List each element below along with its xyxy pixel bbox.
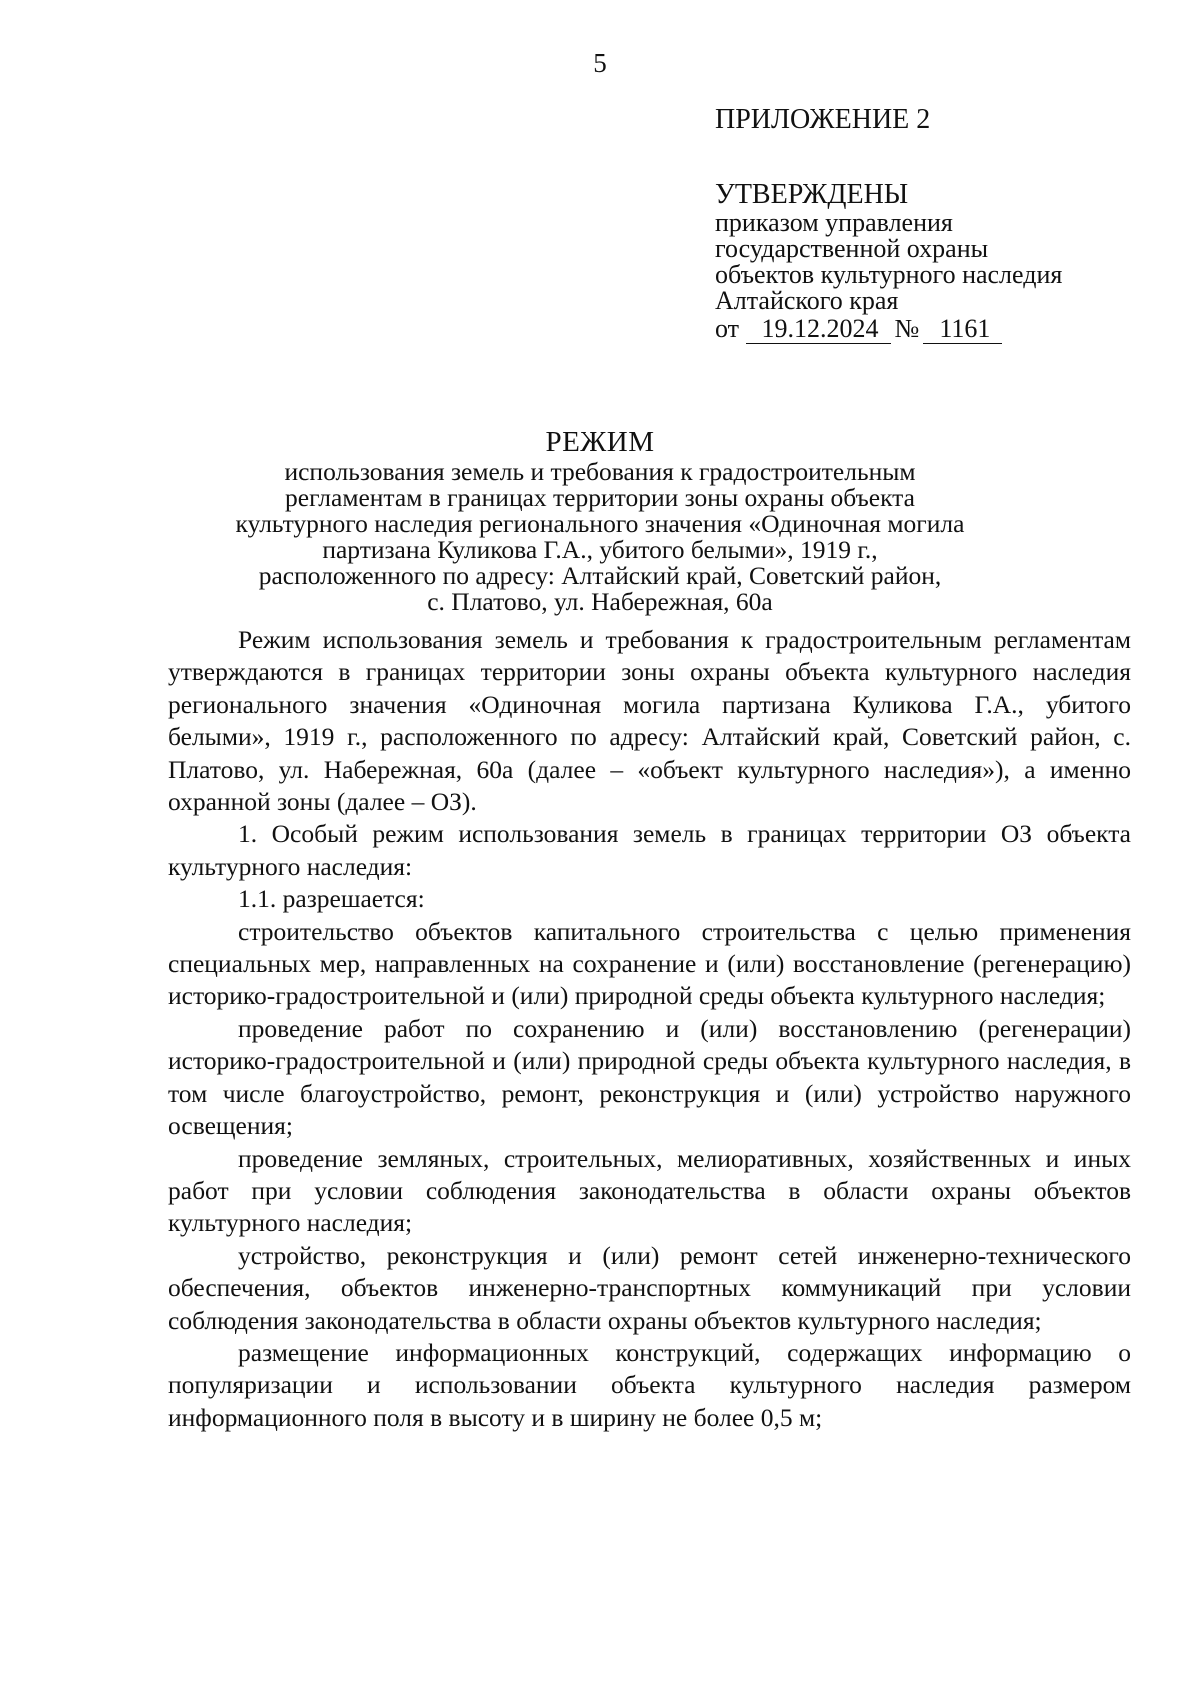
body-paragraph: проведение работ по сохранению и (или) восстановлению (регенерации) историко-градостроительной и (или) природной среды объекта культурного наследия, в том числе благоустройство, ремонт, реконструкция и (или) устройство наружного освещения; (168, 1013, 1131, 1141)
number-sign: № (894, 314, 920, 343)
order-date-line (715, 314, 1155, 344)
title-line: использования земель и требования к градостроительным (284, 457, 916, 486)
title-main: РЕЖИМ (545, 426, 655, 458)
title-line: регламентам в границах территории зоны охраны объекта (285, 483, 915, 512)
body-paragraph: Режим использования земель и требования к градостроительным регламентам утверждаются в границах территории зоны охраны объекта культурного наследия регионального значения «Одиночная могила партизана Куликова Г.А., убитого белыми», 1919 г., расположенного по адресу: Алтайский край, Советский район, с. Платово, ул. Набережная, 60а (далее – «объект культурного наследия»), а именно охранной зоны (далее – ОЗ). (168, 625, 1131, 817)
title-line: культурного наследия регионального значения «Одиночная могила (235, 509, 965, 538)
title-line: с. Платово, ул. Набережная, 60а (427, 587, 773, 616)
approval-line: приказом управления (715, 208, 953, 237)
title-line: партизана Куликова Г.А., убитого белыми», 1919 г., (322, 535, 878, 564)
body-paragraph: 1. Особый режим использования земель в границах территории ОЗ объекта культурного наследия: (168, 819, 1131, 881)
approval-block (715, 102, 1155, 344)
order-date: 19.12.2024 (746, 315, 891, 344)
body-paragraph: устройство, реконструкция и (или) ремонт сетей инженерно-технического обеспечения, объектов инженерно-транспортных коммуникаций при условии соблюдения законодательства в области охраны объектов культурного наследия; (168, 1240, 1131, 1335)
title-line: расположенного по адресу: Алтайский край, Советский район, (258, 561, 942, 590)
document-title (150, 425, 1050, 615)
body-paragraph: проведение земляных, строительных, мелиоративных, хозяйственных и иных работ при условии соблюдения законодательства в области охраны объектов культурного наследия; (168, 1143, 1131, 1238)
body-paragraph: строительство объектов капитального строительства с целью применения специальных мер, направленных на сохранение и (или) восстановление (регенерацию) историко-градостроительной и (или) природной среды объекта культурного наследия; (168, 916, 1131, 1011)
body-paragraph: 1.1. разрешается: (238, 884, 425, 914)
page-number: 5 (593, 48, 607, 78)
appendix-heading: ПРИЛОЖЕНИЕ 2 (715, 104, 931, 135)
body-text (168, 624, 1131, 1434)
date-prefix: от (715, 314, 740, 343)
approval-line: государственной охраны (715, 234, 989, 263)
order-number: 1161 (923, 315, 1002, 344)
approval-line: объектов культурного наследия (715, 260, 1063, 289)
approved-heading: УТВЕРЖДЕНЫ (715, 179, 909, 210)
body-paragraph: размещение информационных конструкций, содержащих информацию о популяризации и использовании объекта культурного наследия размером информационного поля в высоту и в ширину не более 0,5 м; (168, 1337, 1131, 1432)
approval-line: Алтайского края (715, 286, 899, 315)
